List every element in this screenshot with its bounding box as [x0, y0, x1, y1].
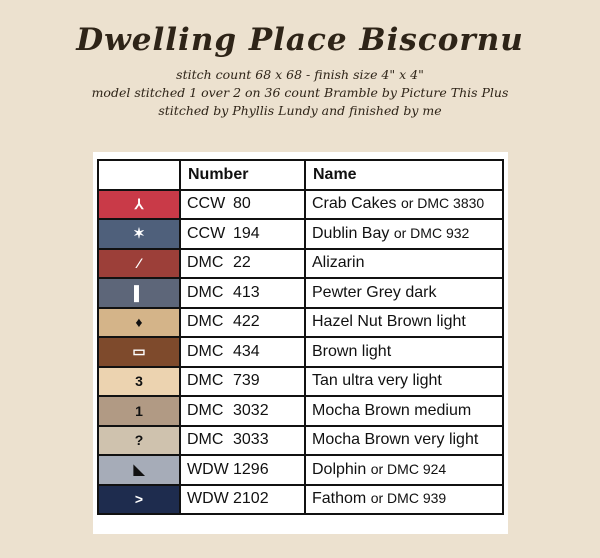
name-column-header: Name — [305, 160, 503, 190]
thread-name: Tan ultra very light — [312, 372, 442, 390]
thread-number: 739 — [233, 372, 260, 390]
thread-brand: DMC — [187, 254, 224, 272]
thread-name: Hazel Nut Brown light — [312, 313, 466, 331]
thread-number: 422 — [233, 313, 260, 331]
stitch-symbol-icon: ✶ — [133, 225, 145, 242]
thread-number: 413 — [233, 283, 260, 301]
color-swatch — [99, 456, 179, 484]
name-cell — [305, 426, 503, 456]
name-cell — [305, 219, 503, 249]
model-info-line: model stitched 1 over 2 on 36 count Bramble by Picture This Plus — [91, 85, 509, 100]
thread-name: Mocha Brown medium — [312, 401, 472, 419]
number-cell — [180, 337, 305, 367]
name-cell — [305, 278, 503, 308]
name-cell — [305, 337, 503, 367]
name-cell — [305, 367, 503, 397]
symbol-cell — [98, 455, 180, 485]
table-row — [98, 367, 503, 397]
thread-number: 3032 — [233, 401, 269, 419]
thread-brand: WDW — [187, 490, 229, 508]
thread-name: Dolphin — [312, 460, 367, 478]
symbol-cell — [98, 249, 180, 279]
thread-name: Crab Cakes — [312, 195, 397, 213]
thread-number: 1296 — [233, 460, 269, 478]
stitch-symbol-icon: > — [134, 491, 144, 508]
name-cell — [305, 396, 503, 426]
symbol-cell — [98, 278, 180, 308]
number-cell — [180, 190, 305, 220]
thread-name: Dublin Bay — [312, 224, 390, 242]
thread-number: 434 — [233, 342, 260, 360]
table-row — [98, 455, 503, 485]
number-cell — [180, 249, 305, 279]
table-row — [98, 426, 503, 456]
table-row — [98, 485, 503, 515]
thread-brand: CCW — [187, 224, 226, 242]
symbol-cell — [98, 485, 180, 515]
symbol-cell — [98, 426, 180, 456]
thread-number: 194 — [233, 224, 260, 242]
number-column-header: Number — [180, 160, 305, 190]
name-cell — [305, 249, 503, 279]
symbol-cell — [98, 337, 180, 367]
thread-key-card — [93, 152, 508, 534]
number-cell — [180, 426, 305, 456]
color-swatch — [99, 427, 179, 455]
table-row — [98, 249, 503, 279]
table-row — [98, 308, 503, 338]
number-cell — [180, 485, 305, 515]
alternate-thread: or DMC 939 — [370, 490, 447, 507]
stitch-symbol-icon: ◣ — [133, 461, 145, 478]
thread-brand: DMC — [187, 313, 224, 331]
stitch-symbol-icon: ♦ — [135, 314, 143, 331]
thread-name: Brown light — [312, 342, 392, 360]
thread-brand: DMC — [187, 401, 224, 419]
stitch-symbol-icon: ⁄ — [137, 255, 141, 272]
color-swatch — [99, 279, 179, 307]
color-swatch — [99, 250, 179, 278]
stitch-symbol-icon: ? — [134, 432, 144, 449]
thread-brand: CCW — [187, 195, 226, 213]
symbol-column-header — [98, 160, 180, 190]
credits-line: stitched by Phyllis Lundy and finished by me — [158, 103, 442, 118]
color-swatch — [99, 220, 179, 248]
stitch-symbol-icon: ⅄ — [134, 195, 144, 212]
symbol-cell — [98, 308, 180, 338]
stitch-symbol-icon: ▭ — [132, 343, 146, 360]
name-cell — [305, 455, 503, 485]
thread-name: Fathom — [312, 490, 367, 508]
thread-brand: WDW — [187, 460, 229, 478]
thread-brand: DMC — [187, 431, 224, 449]
alternate-thread: or DMC 3830 — [400, 195, 485, 212]
table-row — [98, 278, 503, 308]
symbol-cell — [98, 219, 180, 249]
number-cell — [180, 396, 305, 426]
color-swatch — [99, 397, 179, 425]
color-swatch — [99, 338, 179, 366]
number-cell — [180, 455, 305, 485]
number-cell — [180, 308, 305, 338]
alternate-thread: or DMC 924 — [370, 460, 447, 477]
table-row — [98, 396, 503, 426]
color-swatch — [99, 309, 179, 337]
thread-number: 2102 — [233, 490, 269, 508]
stitch-symbol-icon: ▌ — [134, 284, 144, 301]
thread-number: 3033 — [233, 431, 269, 449]
table-row — [98, 190, 503, 220]
symbol-cell — [98, 367, 180, 397]
thread-brand: DMC — [187, 372, 224, 390]
page-title: Dwelling Place Biscornu — [76, 22, 524, 58]
alternate-thread: or DMC 932 — [393, 224, 470, 241]
symbol-cell — [98, 396, 180, 426]
table-row — [98, 337, 503, 367]
color-swatch — [99, 191, 179, 219]
name-cell — [305, 190, 503, 220]
number-cell — [180, 219, 305, 249]
name-cell — [305, 485, 503, 515]
stitch-count-line: stitch count 68 x 68 - finish size 4" x 4" — [176, 67, 424, 82]
color-swatch — [99, 486, 179, 514]
symbol-cell — [98, 190, 180, 220]
thread-key-table — [97, 159, 504, 515]
number-cell — [180, 278, 305, 308]
thread-brand: DMC — [187, 283, 224, 301]
thread-name: Alizarin — [312, 254, 365, 272]
stitch-symbol-icon: 3 — [135, 373, 143, 390]
thread-name: Pewter Grey dark — [312, 283, 437, 301]
table-row — [98, 219, 503, 249]
thread-name: Mocha Brown very light — [312, 431, 479, 449]
thread-number: 22 — [233, 254, 251, 272]
name-cell — [305, 308, 503, 338]
number-cell — [180, 367, 305, 397]
stitch-symbol-icon: 1 — [135, 402, 143, 419]
thread-brand: DMC — [187, 342, 224, 360]
color-swatch — [99, 368, 179, 396]
table-header-row — [98, 160, 503, 190]
thread-number: 80 — [233, 195, 251, 213]
